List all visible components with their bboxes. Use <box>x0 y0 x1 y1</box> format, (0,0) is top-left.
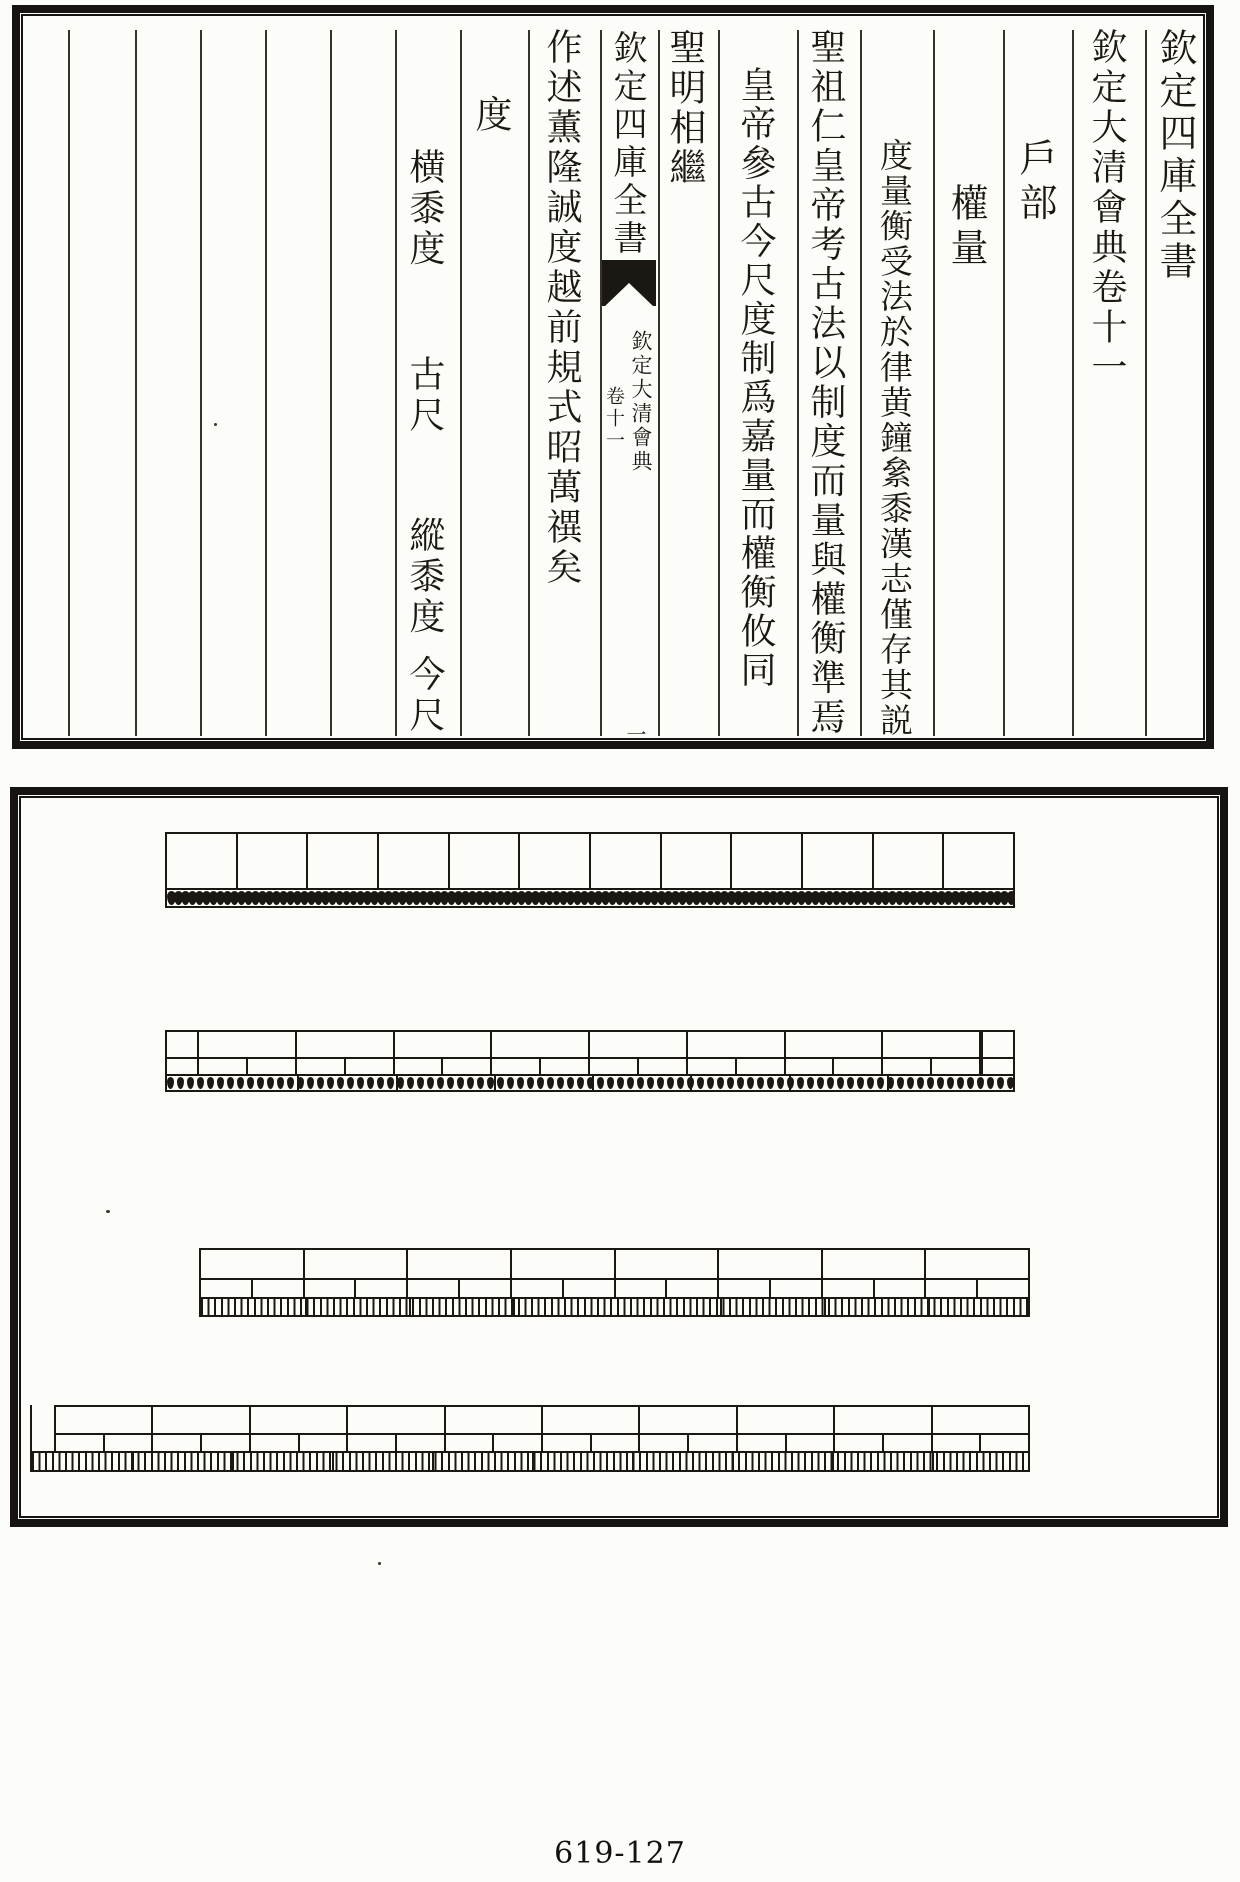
bead-marker <box>247 1077 254 1089</box>
ruler-division-cell <box>786 1032 884 1057</box>
bead-marker <box>897 1077 904 1089</box>
ruler-division-cell <box>786 1059 835 1074</box>
ruler-division-cell <box>803 834 874 888</box>
text-column-7: 皇帝參古今尺度制爲嘉量而權衡攸同 <box>735 66 776 690</box>
column-divider <box>658 30 660 736</box>
ruler-4 <box>30 1405 1030 1472</box>
bead-marker <box>387 1077 394 1089</box>
ruler-end-cap <box>981 1059 1013 1074</box>
bead-marker <box>347 1077 354 1089</box>
ruler-1-row-1 <box>167 832 1013 888</box>
ruler-division-cell <box>688 1059 737 1074</box>
ruler-4-row-3 <box>32 1451 1028 1470</box>
bead-marker <box>497 1077 504 1089</box>
ruler-1-row-2 <box>167 888 1013 906</box>
ruler-division-cell <box>640 1407 737 1433</box>
ruler-division-cell <box>738 1407 835 1433</box>
ruler-division-cell <box>590 1059 639 1074</box>
bead-marker <box>607 1077 614 1089</box>
bead-marker <box>177 1077 184 1089</box>
ruler-division-cell <box>884 1435 933 1451</box>
bead-marker <box>227 1077 234 1089</box>
ruler-division-cell <box>667 1280 719 1297</box>
bead-marker <box>187 1077 194 1089</box>
bead-marker <box>867 1077 874 1089</box>
text-column-14: 今尺 <box>404 655 445 737</box>
bead-marker <box>1007 1077 1013 1089</box>
bead-marker <box>827 1077 834 1089</box>
bead-marker <box>427 1077 434 1089</box>
column-divider <box>68 30 70 736</box>
bead-marker <box>957 1077 964 1089</box>
banxin-book-title: 欽定大清會典 <box>629 330 653 474</box>
text-column-6: 聖祖仁皇帝考古法以制度而量與權衡準焉 <box>805 28 846 738</box>
ruler-tick <box>732 1453 734 1470</box>
ruler-2-row-3 <box>167 1074 1013 1090</box>
bead-marker <box>547 1077 554 1089</box>
column-divider <box>460 30 462 736</box>
bead-marker <box>777 1077 784 1089</box>
bead-marker <box>817 1077 824 1089</box>
bead-marker <box>797 1077 804 1089</box>
ruler-division-cell <box>201 1280 253 1297</box>
ruler-division-cell <box>875 1280 927 1297</box>
bead-marker <box>337 1077 344 1089</box>
ruler-tick <box>305 1299 307 1315</box>
ruler-division-cell <box>408 1280 460 1297</box>
ruler-division-cell <box>397 1435 446 1451</box>
bead-marker <box>397 1077 404 1089</box>
ruler-division-cell <box>732 834 803 888</box>
bead-marker <box>447 1077 454 1089</box>
ruler-division-cell <box>823 1250 927 1278</box>
ruler-division-cell <box>771 1280 823 1297</box>
column-divider <box>797 30 799 736</box>
column-divider <box>933 30 935 736</box>
ruler-division-cell <box>238 834 309 888</box>
ruler-division-cell <box>492 1032 590 1057</box>
ruler-division-cell <box>737 1059 786 1074</box>
bead-marker <box>467 1077 474 1089</box>
bead-marker <box>837 1077 844 1089</box>
scan-speck <box>106 1210 110 1213</box>
text-column-1: 欽定四庫全書 <box>1153 28 1197 284</box>
bead-marker <box>1007 891 1013 905</box>
ruler-tick <box>409 1299 411 1315</box>
ruler-tick <box>789 1076 791 1090</box>
bead-marker <box>407 1077 414 1089</box>
bead-marker <box>917 1077 924 1089</box>
banxin-top-title: 欽定四庫全書 <box>607 30 647 258</box>
ruler-division-cell <box>512 1280 564 1297</box>
ruler-division-cell <box>446 1435 495 1451</box>
ruler-division-cell <box>167 834 238 888</box>
bead-marker <box>737 1077 744 1089</box>
ruler-division-cell <box>248 1059 297 1074</box>
bead-marker <box>927 1077 934 1089</box>
ruler-division-cell <box>835 1435 884 1451</box>
ruler-tick <box>932 1453 934 1470</box>
ruler-end-cap <box>981 1032 1013 1057</box>
bead-marker <box>947 1077 954 1089</box>
ruler-division-cell <box>616 1280 668 1297</box>
ruler-division-cell <box>305 1250 409 1278</box>
ruler-1 <box>165 832 1015 908</box>
ruler-tick <box>632 1453 634 1470</box>
ruler-division-cell <box>512 1250 616 1278</box>
ruler-division-cell <box>688 1032 786 1057</box>
bead-marker <box>417 1077 424 1089</box>
bead-marker <box>437 1077 444 1089</box>
column-divider <box>330 30 332 736</box>
ruler-tick <box>532 1453 534 1470</box>
ruler-division-cell <box>639 1059 688 1074</box>
bead-marker <box>567 1077 574 1089</box>
ruler-3 <box>199 1248 1030 1317</box>
ruler-3-row-2 <box>201 1278 1028 1297</box>
scan-speck <box>214 423 217 426</box>
bead-marker <box>717 1077 724 1089</box>
bead-marker <box>267 1077 274 1089</box>
ruler-4-row-2 <box>54 1433 1028 1451</box>
bead-marker <box>477 1077 484 1089</box>
ruler-division-cell <box>201 1250 305 1278</box>
ruler-division-cell <box>56 1435 105 1451</box>
column-divider <box>200 30 202 736</box>
text-column-2: 欽定大清會典卷十一 <box>1086 28 1127 388</box>
bead-marker <box>577 1077 584 1089</box>
bead-marker <box>317 1077 324 1089</box>
bead-marker <box>377 1077 384 1089</box>
ruler-division-cell <box>738 1435 787 1451</box>
ruler-division-cell <box>199 1059 248 1074</box>
ruler-4-row-1 <box>54 1405 1028 1433</box>
bead-marker <box>757 1077 764 1089</box>
ruler-division-cell <box>253 1280 305 1297</box>
column-divider <box>1072 30 1074 736</box>
ruler-division-cell <box>978 1280 1028 1297</box>
ruler-division-cell <box>662 834 733 888</box>
ruler-tick <box>690 1076 692 1090</box>
banxin-leaf-number: 一 <box>623 724 647 744</box>
bead-marker <box>697 1077 704 1089</box>
bead-marker <box>207 1077 214 1089</box>
ruler-tick <box>494 1076 496 1090</box>
folio-number: 619-127 <box>554 1836 686 1871</box>
ruler-division-cell <box>446 1407 543 1433</box>
bead-marker <box>517 1077 524 1089</box>
ruler-tick <box>720 1299 722 1315</box>
ruler-division-cell <box>153 1407 250 1433</box>
ruler-division-cell <box>297 1032 395 1057</box>
bead-marker <box>217 1077 224 1089</box>
ruler-tick <box>396 1076 398 1090</box>
bead-marker <box>277 1077 284 1089</box>
ruler-division-cell <box>883 1032 981 1057</box>
bead-marker <box>647 1077 654 1089</box>
ruler-tick <box>617 1299 619 1315</box>
ruler-division-cell <box>835 1407 932 1433</box>
bead-marker <box>727 1077 734 1089</box>
ruler-division-cell <box>348 1407 445 1433</box>
ruler-2-row-1 <box>167 1030 1013 1057</box>
ruler-division-cell <box>932 1059 981 1074</box>
bead-marker <box>767 1077 774 1089</box>
bead-marker <box>327 1077 334 1089</box>
ruler-division-cell <box>787 1435 836 1451</box>
ruler-division-cell <box>834 1059 883 1074</box>
ruler-division-cell <box>460 1280 512 1297</box>
ruler-tick <box>513 1299 515 1315</box>
bead-marker <box>907 1077 914 1089</box>
ruler-division-cell <box>348 1435 397 1451</box>
ruler-division-cell <box>933 1435 982 1451</box>
column-divider <box>600 30 602 736</box>
ruler-division-cell <box>199 1032 297 1057</box>
bead-marker <box>747 1077 754 1089</box>
ruler-division-cell <box>105 1435 154 1451</box>
ruler-division-cell <box>395 1032 493 1057</box>
bead-marker <box>807 1077 814 1089</box>
ruler-2-row-2 <box>167 1057 1013 1074</box>
text-column-4: 權量 <box>944 183 988 273</box>
ruler-division-cell <box>926 1280 978 1297</box>
scan-speck <box>378 1562 381 1565</box>
bead-marker <box>237 1077 244 1089</box>
ruler-division-cell <box>823 1280 875 1297</box>
bead-marker <box>357 1077 364 1089</box>
column-divider <box>395 30 397 736</box>
ruler-division-cell <box>689 1435 738 1451</box>
ruler-division-cell <box>591 834 662 888</box>
ruler-3-row-3 <box>201 1297 1028 1315</box>
bead-marker <box>527 1077 534 1089</box>
banxin-volume-label: 卷十一 <box>603 386 625 452</box>
ruler-tick <box>824 1299 826 1315</box>
ruler-division-cell <box>616 1250 720 1278</box>
ruler-tick <box>592 1076 594 1090</box>
bead-marker <box>847 1077 854 1089</box>
ruler-division-cell <box>564 1280 616 1297</box>
ruler-division-cell <box>520 834 591 888</box>
text-column-12: 古尺 <box>404 355 445 437</box>
ruler-division-cell <box>944 834 1013 888</box>
ruler-division-cell <box>926 1250 1028 1278</box>
text-column-9: 作述薫隆誠度越前規式昭萬禩矣 <box>541 28 582 588</box>
ruler-division-cell <box>450 834 521 888</box>
text-column-3: 戶部 <box>1013 138 1057 228</box>
text-column-10: 度 <box>469 95 512 135</box>
ruler-tick <box>132 1453 134 1470</box>
bead-marker <box>507 1077 514 1089</box>
ruler-division-cell <box>640 1435 689 1451</box>
ruler-division-cell <box>251 1407 348 1433</box>
ruler-division-cell <box>356 1280 408 1297</box>
ruler-division-cell <box>202 1435 251 1451</box>
ruler-end-cap <box>167 1032 199 1057</box>
ruler-division-cell <box>883 1059 932 1074</box>
ruler-division-cell <box>541 1059 590 1074</box>
ruler-division-cell <box>874 834 945 888</box>
bead-marker <box>367 1077 374 1089</box>
bead-marker <box>977 1077 984 1089</box>
bead-marker <box>457 1077 464 1089</box>
ruler-division-cell <box>346 1059 395 1074</box>
ruler-tick <box>297 1076 299 1090</box>
column-divider <box>135 30 137 736</box>
column-divider <box>1003 30 1005 736</box>
text-column-11: 横黍度 <box>404 148 445 271</box>
ruler-division-cell <box>395 1059 444 1074</box>
ruler-division-cell <box>590 1032 688 1057</box>
text-column-8: 聖明相繼 <box>663 28 706 188</box>
ruler-division-cell <box>379 834 450 888</box>
ruler-division-cell <box>494 1435 543 1451</box>
bead-marker <box>627 1077 634 1089</box>
bead-marker <box>287 1077 294 1089</box>
ruler-3-row-1 <box>201 1248 1028 1278</box>
ruler-division-cell <box>443 1059 492 1074</box>
text-column-13: 縱黍度 <box>404 516 445 639</box>
bead-marker <box>617 1077 624 1089</box>
ruler-division-cell <box>543 1407 640 1433</box>
ruler-tick <box>928 1299 930 1315</box>
column-divider <box>860 30 862 736</box>
bead-marker <box>307 1077 314 1089</box>
ruler-division-cell <box>592 1435 641 1451</box>
text-column-5: 度量衡受法於律黄鐘絫黍漢志僅存其説 <box>875 138 914 739</box>
ruler-division-cell <box>981 1435 1028 1451</box>
bead-marker <box>597 1077 604 1089</box>
column-divider <box>1145 30 1147 736</box>
ruler-division-cell <box>408 1250 512 1278</box>
ruler-tick <box>232 1453 234 1470</box>
ruler-tick <box>332 1453 334 1470</box>
ruler-end-cap <box>167 1059 199 1074</box>
bead-marker <box>197 1077 204 1089</box>
ruler-2 <box>165 1030 1015 1092</box>
bead-marker <box>997 1077 1004 1089</box>
ruler-division-cell <box>719 1280 771 1297</box>
bead-marker <box>707 1077 714 1089</box>
ruler-division-cell <box>300 1435 349 1451</box>
bead-marker <box>677 1077 684 1089</box>
bead-marker <box>937 1077 944 1089</box>
ruler-tick <box>432 1453 434 1470</box>
ruler-tick <box>887 1076 889 1090</box>
ruler-division-cell <box>308 834 379 888</box>
column-divider <box>718 30 720 736</box>
ruler-tick <box>832 1453 834 1470</box>
fishtail-mark <box>602 260 656 306</box>
bead-marker <box>637 1077 644 1089</box>
ruler-division-cell <box>492 1059 541 1074</box>
ruler-division-cell <box>297 1059 346 1074</box>
bead-marker <box>167 1077 174 1089</box>
bead-marker <box>657 1077 664 1089</box>
bead-marker <box>537 1077 544 1089</box>
ruler-division-cell <box>719 1250 823 1278</box>
ruler-division-cell <box>933 1407 1028 1433</box>
bead-marker <box>257 1077 264 1089</box>
column-divider <box>265 30 267 736</box>
bead-marker <box>967 1077 974 1089</box>
ruler-division-cell <box>251 1435 300 1451</box>
bead-marker <box>987 1077 994 1089</box>
bead-marker <box>667 1077 674 1089</box>
ruler-division-cell <box>153 1435 202 1451</box>
ruler-division-cell <box>305 1280 357 1297</box>
bead-marker <box>877 1077 884 1089</box>
ruler-division-cell <box>56 1407 153 1433</box>
column-divider <box>528 30 530 736</box>
bead-marker <box>857 1077 864 1089</box>
ruler-division-cell <box>543 1435 592 1451</box>
bead-marker <box>557 1077 564 1089</box>
